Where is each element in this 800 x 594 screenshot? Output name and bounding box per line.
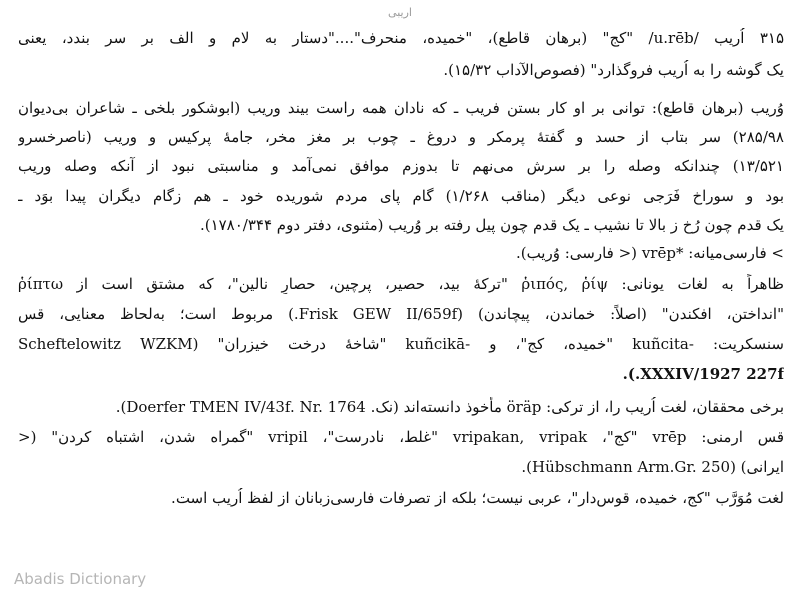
text-line: ظاهراً به لغات یونانی: ῥιπός, ῥίψ "ترکهٔ بید، حصیر، پرچین، حصارِ نالین"، که مشتق است از ῥίπτω [18,275,784,293]
text-line: > فارسی‌میانه: *vrēp (< فارسی: وُریب). [515,244,784,262]
text-line: ایرانی) (Hübschmann Arm.Gr. 250). [521,458,784,476]
text-line: برخی محققان، لغت اُریب را، از ترکی: öräp مأخوذ دانسته‌اند (نک. Doerfer TMEN IV/43f. Nr. 1764). [115,398,784,416]
text-line: بود و سوراخ فَرَجی نوعی دیگر (مناقب ۱/۲۶۸) گام پای مردم شوریده خود ـ هم زگام دیگران پیدا بوَد ـ [18,187,784,205]
page-header: اریبی [388,6,412,19]
text-line: قس ارمنی: vrēp "کج"، vripakan, vripak "غلط، نادرست"، vripil "گمراه شدن، اشتباه کردن" (< [18,428,784,446]
text-line: لغت مُوَرَّب "کج، خمیده، قوس‌دار"، عربی نیست؛ بلکه از تصرفات فارسی‌زبانان از لفظ اُریب است. [171,489,784,507]
text-line: یک قدم چون رُخ ز بالا تا نشیب ـ یک قدم چون پیل رفته بر وُریب (مثنوی، دفتر دوم ۱۷۸۰/۳۴۴). [199,216,784,234]
text-line: ۱۳/۵۲۱) چندانکه وصله را بر سرش می‌نهم تا بدوزم موافق نمی‌آمد و مناسبتی نبود از آنکه وصله وریب [18,157,784,175]
text-line: "انداختن، افکندن" (اصلاً: خماندن، پیچاندن) (Frisk GEW II/659f.) مربوط است؛ به‌لحاظ معنایی، قس [18,305,784,323]
text-line: XXXIV/1927 227f.). [622,365,784,383]
text-line: سنسکریت: -kuñcita "خمیده، کج"، و -kuñcikā "شاخهٔ درخت خیزران" (Scheftelowitz WZKM [18,335,784,353]
text-line: ۲۸۵/۹۸) سر بتاب از حسد و گفتهٔ پرمکر و دروغ ـ چوب بر مغز مخر، جامهٔ پرکیس و وریب (ناصرخسرو [18,128,784,146]
watermark: Abadis Dictionary [14,570,147,588]
text-line: یک گوشه را به اُریب فروگذارد" (فصوص‌الآداب ۱۵/۳۲). [443,61,784,79]
text-line: وُریب (برهان قاطع): توانی بر او کار بستن فریب ـ که نادان همه راست بیند وریب (ابوشکور بلخی ـ شاعران بی‌دیوان [18,99,784,117]
text-line: ۳۱۵ اُریب /u.rēb/ "کج" (برهان قاطع)، "خمیده، منحرف"...."دستار به لام و الف بر سر بندد، یعنی [18,29,784,47]
